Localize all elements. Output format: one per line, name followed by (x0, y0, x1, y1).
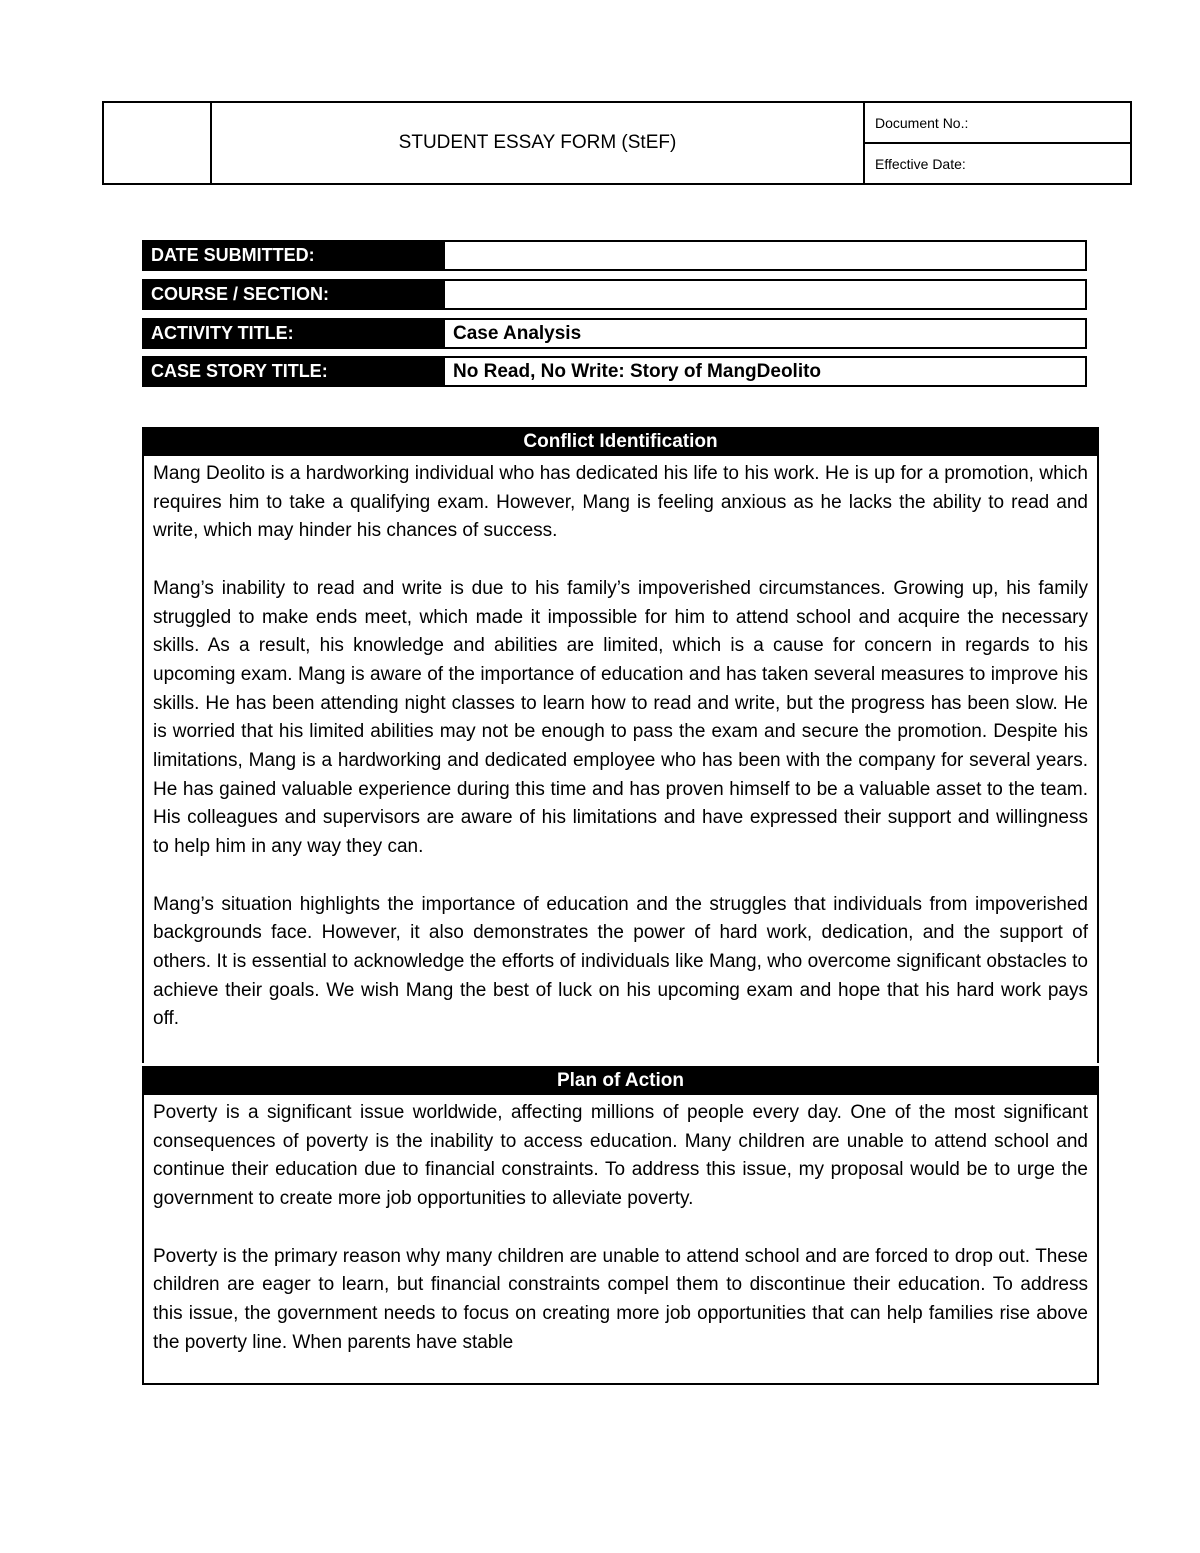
case-story-title-field[interactable]: No Read, No Write: Story of MangDeolito (443, 356, 1087, 387)
activity-title-field[interactable]: Case Analysis (443, 318, 1087, 349)
date-submitted-label: DATE SUBMITTED: (142, 240, 443, 271)
conflict-paragraph-1: Mang Deolito is a hardworking individual who has dedicated his life to his work. He is up for a promotion, which requires him to take a qualifying exam. However, Mang is feeling anxious as he lacks the ability to read and write, which may hinder his chances of success. (153, 463, 1088, 542)
plan-of-action-body (144, 1095, 1097, 1383)
conflict-identification-heading: Conflict Identification (144, 427, 1097, 456)
date-submitted-field[interactable] (443, 240, 1087, 271)
plan-of-action-heading: Plan of Action (144, 1066, 1097, 1095)
activity-title-label: ACTIVITY TITLE: (142, 318, 443, 349)
conflict-paragraph-2: Mang’s inability to read and write is due to his family’s impoverished circumstances. Growing up, his family struggled to make ends meet, which made it impossible for him to attend school and acquire the necessary skills. As a result, his knowledge and abilities are limited, which is a cause for concern in regards to his upcoming exam. Mang is aware of the importance of education and has taken several measures to improve his skills. He has been attending night classes to learn how to read and write, but the progress has been slow. He is worried that his limited abilities may not be enough to pass the exam and secure the promotion. Despite his limitations, Mang is a hardworking and dedicated employee who has been with the company for several years. He has gained valuable experience during this time and has proven himself to be a valuable asset to the team. His colleagues and supervisors are aware of his limitations and have expressed their support and willingness to help him in any way they can. (153, 577, 1088, 858)
conflict-paragraph-3: Mang’s situation highlights the importance of education and the struggles that individuals from impoverished backgrounds face. However, it also demonstrates the power of hard work, dedication, and the support of others. It is essential to acknowledge the efforts of individuals like Mang, who overcome significant obstacles to achieve their goals. We wish Mang the best of luck on his upcoming exam and hope that his hard work pays off. (153, 893, 1088, 1030)
case-story-title-label: CASE STORY TITLE: (142, 356, 443, 387)
case-story-title-row (142, 356, 1087, 387)
logo-cell (104, 103, 212, 183)
plan-paragraph-2: Poverty is the primary reason why many children are unable to attend school and are forced to drop out. These children are eager to learn, but financial constraints compel them to discontinue their education. To address this issue, the government needs to focus on creating more job opportunities that can help families rise above the poverty line. When parents have stable (153, 1245, 1088, 1353)
plan-of-action-section (142, 1066, 1099, 1385)
plan-paragraph-1: Poverty is a significant issue worldwide, affecting millions of people every day. One of the most significant consequences of poverty is the inability to access education. Many children are unable to attend school and continue their education due to financial constraints. To address this issue, my proposal would be to urge the government to create more job opportunities to alleviate poverty. (153, 1102, 1088, 1210)
form-header (102, 101, 1132, 185)
conflict-identification-body (144, 456, 1097, 1063)
course-section-field[interactable] (443, 279, 1087, 310)
document-no-label: Document No.: (865, 103, 1130, 144)
form-title: STUDENT ESSAY FORM (StEF) (212, 103, 865, 183)
document-meta (865, 103, 1130, 183)
date-submitted-row (142, 240, 1087, 271)
conflict-identification-section (142, 427, 1099, 1063)
effective-date-label: Effective Date: (875, 155, 966, 172)
course-section-row (142, 279, 1087, 310)
activity-title-row (142, 318, 1087, 349)
course-section-label: COURSE / SECTION: (142, 279, 443, 310)
